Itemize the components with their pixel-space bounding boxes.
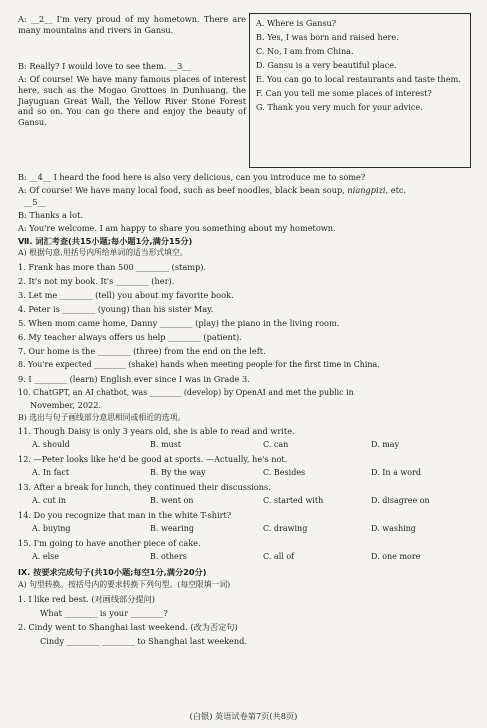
dialogue-a3-pre: A: Of course! We have many local food, such as beef noodles, black bean soup, <box>18 185 348 195</box>
dialogue-blank5: __5__ <box>24 197 46 207</box>
mc-option: C. can <box>263 440 289 449</box>
transform-question-2: 2. Cindy went to Shanghai last weekend. (改为否定句) <box>18 622 238 632</box>
mc-question: 12. —Peter looks like he'd be good at sports. —Actually, he's not. <box>18 454 288 464</box>
vocab-item: 10. ChatGPT, an AI chatbot, was ________ (develop) by OpenAI and met the public in <box>18 388 354 397</box>
mc-question: 14. Do you recognize that man in the white T-shirt? <box>18 510 232 520</box>
mc-option: D. In a word <box>371 468 421 477</box>
mc-option: A. cut in <box>32 496 66 505</box>
option-c: C. No, I am from China. <box>256 46 354 56</box>
dialogue-b2: B: __4__ I heard the food here is also very delicious, can you introduce me to some? <box>18 172 366 182</box>
mc-option: C. all of <box>263 552 295 561</box>
mc-option: D. one more <box>371 552 421 561</box>
mc-option: C. drawing <box>263 524 308 533</box>
transform-answer-2: Cindy ________ ________ to Shanghai last weekend. <box>40 636 248 646</box>
mc-option: B. others <box>150 552 187 561</box>
dialogue-a2: A: Of course! We have many famous places of interest here, such as the Mogao Grottoes in Dunhuang, the Jiayuguan Great Wall, the Yellow River Stone Forest and so on. You can go there and enjoy the beauty of Gansu. <box>18 74 246 128</box>
section-7-partA: A) 根据句意,用括号内所给单词的适当形式填空。 <box>18 248 188 257</box>
vocab-item: 2. It's not my book. It's ________ (her). <box>18 276 175 286</box>
option-f: F. Can you tell me some places of interest? <box>256 88 432 98</box>
vocab-item: 4. Peter is ________ (young) than his sister May. <box>18 304 214 314</box>
option-b: B. Yes, I was born and raised here. <box>256 32 399 42</box>
vocab-item: 1. Frank has more than 500 ________ (stamp). <box>18 262 207 272</box>
dialogue-a3 <box>18 185 406 196</box>
mc-option: D. washing <box>371 524 416 533</box>
vocab-item: 7. Our home is the ________ (three) from the end on the left. <box>18 346 266 356</box>
option-d: D. Gansu is a very beautiful place. <box>256 60 397 70</box>
vocab-item-cont: November, 2022. <box>30 400 102 410</box>
dialogue-a3-post: , etc. <box>385 185 407 195</box>
mc-question: 11. Though Daisy is only 3 years old, she is able to read and write. <box>18 426 295 436</box>
vocab-item: 3. Let me ________ (tell) you about my favorite book. <box>18 290 234 300</box>
option-e: E. You can go to local restaurants and taste them. <box>256 74 461 84</box>
transform-question-1: 1. I like red best. (对画线部分提问) <box>18 594 155 604</box>
mc-option: C. Besides <box>263 468 306 477</box>
mc-option: D. may <box>371 440 400 449</box>
mc-option: A. should <box>32 440 70 449</box>
section-9-partA: A) 句型转换。按括号内的要求转换下列句型。(每空限填一词) <box>18 580 231 589</box>
mc-option: B. By the way <box>150 468 206 477</box>
transform-answer-1: What ________ is your ________? <box>40 608 168 618</box>
mc-option: A. buying <box>32 524 71 533</box>
dialogue-a1: A: __2__ I'm very proud of my hometown. There are many mountains and rivers in Gansu. <box>18 14 246 35</box>
vocab-item: 9. I ________ (learn) English ever since I was in Grade 3. <box>18 374 250 384</box>
mc-option: A. else <box>32 552 59 561</box>
vocab-item: 6. My teacher always offers us help ________ (patient). <box>18 332 242 342</box>
mc-option: B. must <box>150 440 182 449</box>
option-g: G. Thank you very much for your advice. <box>256 102 423 112</box>
mc-question: 13. After a break for lunch, they continued their discussions. <box>18 482 271 492</box>
dialogue-b3: B: Thanks a lot. <box>18 210 83 220</box>
section-9-title: Ⅸ. 按要求完成句子(共10小题;每空1分,满分20分) <box>18 567 207 577</box>
mc-option: A. In fact <box>32 468 70 477</box>
page-footer: (白银) 英语试卷第7页(共8页) <box>189 711 298 721</box>
dialogue-b1: B: Really? I would love to see them. __3__ <box>18 61 191 71</box>
mc-option: D. disagree on <box>371 496 430 505</box>
section-7-partB: B) 选出与句子画线部分意思相同或相近的选项。 <box>18 413 186 422</box>
mc-option: B. wearing <box>150 524 194 533</box>
vocab-item: 5. When mom came home, Danny ________ (play) the piano in the living room. <box>18 318 340 328</box>
vocab-item: 8. You're expected ________ (shake) hands when meeting people for the first time in China. <box>18 360 380 369</box>
dialogue-a3-ital: niangpizi <box>347 185 386 195</box>
section-7-title: Ⅶ. 词汇考查(共15小题;每小题1分,满分15分) <box>18 236 193 246</box>
dialogue-a4: A: You're welcome. I am happy to share you something about my hometown. <box>18 223 336 233</box>
option-a: A. Where is Gansu? <box>256 18 337 28</box>
mc-option: B. went on <box>150 496 194 505</box>
options-box <box>249 13 471 168</box>
mc-question: 15. I'm going to have another piece of cake. <box>18 538 201 548</box>
mc-option: C. started with <box>263 496 324 505</box>
